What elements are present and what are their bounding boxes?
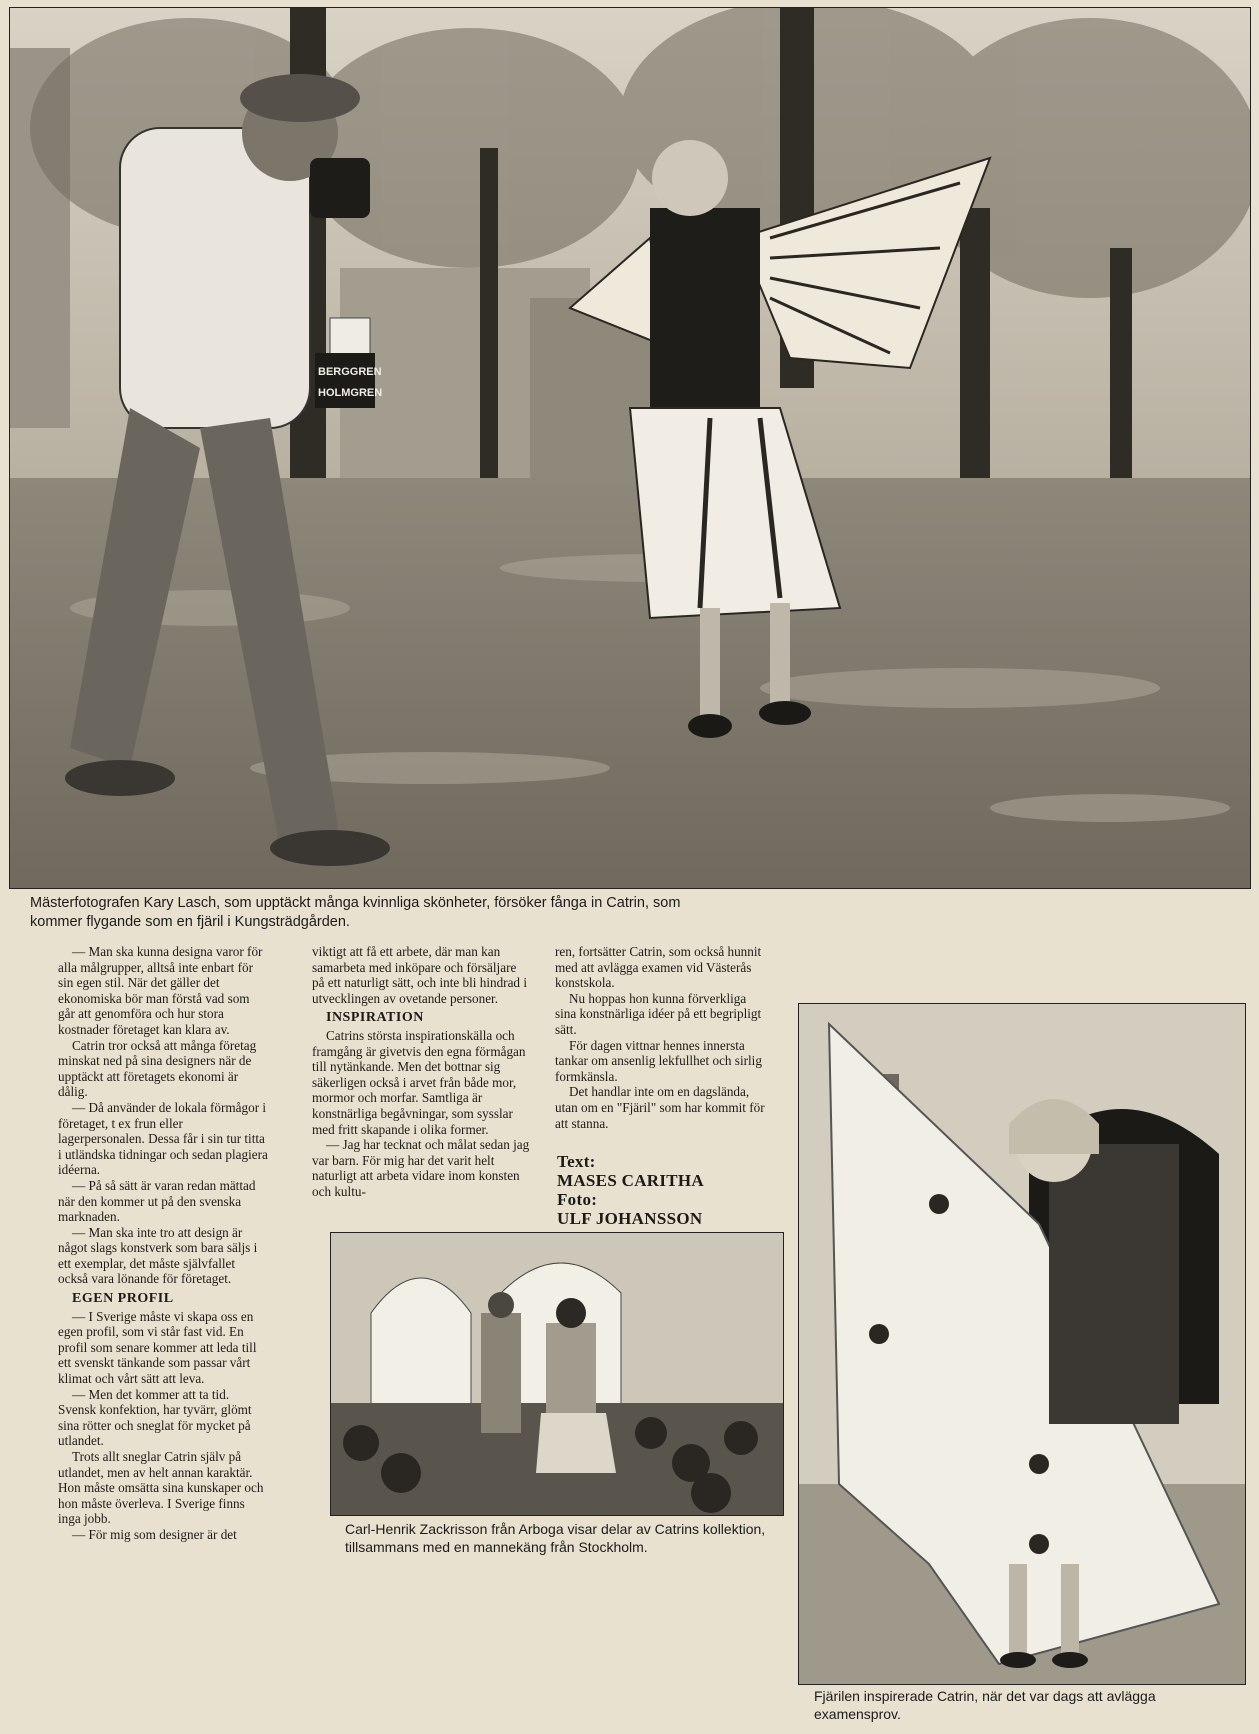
- paragraph: För dagen vittnar hennes innersta tankar om ansenlig lekfullhet och sirlig formkänsla.: [555, 1037, 762, 1084]
- middle-photo-caption: Carl-Henrik Zackrisson från Arboga visar delar av Catrins kollektion, tillsammans med en mannekäng från Stockholm.: [345, 1521, 766, 1555]
- paragraph: Det handlar inte om en dagslända, utan om en "Fjäril" som har kommit för att stanna.: [555, 1084, 765, 1131]
- paragraph: Nu hoppas hon kunna förverkliga sina konstnärliga idéer på ett begripligt sätt.: [555, 990, 762, 1037]
- article-column-1: [58, 944, 268, 1543]
- paragraph: — I Sverige måste vi skapa oss en egen profil, som vi står fast vid. En profil som senare kommer att leda till ett svenskt tänkande som passar vårt klimat och vårt sätt att leva.: [58, 1308, 257, 1387]
- byline-text-label: Text:: [557, 1152, 596, 1171]
- paragraph: viktigt att få ett arbete, där man kan samarbeta med inköpare och försäljare på ett naturligt sätt, och inte bli hindrad i utvecklingen av ovetande personer.: [312, 944, 527, 1006]
- paragraph: ren, fortsätter Catrin, som också hunnit med att avlägga examen vid Västerås konstskola.: [555, 944, 762, 991]
- paragraph: — Man ska inte tro att design är något slags konstverk som bara säljs i ett exemplar, det måste självfallet också vara lönande för företaget.: [58, 1224, 258, 1287]
- shop-sign-line1: BERGGREN: [318, 366, 382, 378]
- middle-photo: [330, 1232, 784, 1516]
- paragraph: Catrin tror också att många företag minskat ned på sina designers när de upptäckt att företagets ekonomi är dålig.: [58, 1037, 257, 1100]
- main-photo: [9, 7, 1251, 889]
- paragraph: — För mig som designer är det: [72, 1526, 237, 1542]
- paragraph: Trots allt sneglar Catrin själv på utlandet, men av helt annan karaktär. Hon måste omsätta sina kunskaper och hon måste överleva. I Sverige finns inga jobb.: [58, 1449, 264, 1527]
- byline-photo-label: Foto:: [557, 1190, 598, 1209]
- paragraph: — Då använder de lokala förmågor i företaget, t ex frun eller lagerpersonalen. Dessa får i sin tur titta i utländska tidningar och sedan plagiera idéerna.: [58, 1099, 268, 1178]
- paragraph: — Jag har tecknat och målat sedan jag var barn. För mig har det varit helt naturligt att arbeta vidare inom konsten och kultu-: [312, 1137, 530, 1199]
- paragraph: — Men det kommer att ta tid. Svensk konfektion, har tyvärr, glömt sina rötter och sneglat för mycket på utlandet.: [58, 1386, 252, 1449]
- right-photo-caption: Fjärilen inspirerade Catrin, när det var dags att avlägga examensprov.: [814, 1688, 1156, 1722]
- section-heading: INSPIRATION: [326, 1010, 424, 1026]
- main-photo-caption: Mästerfotografen Kary Lasch, som upptäckt många kvinnliga skönheter, försöker fånga in Catrin, som kommer flygande som en fjäril i Kungsträdgården.: [30, 895, 681, 930]
- paragraph: — På så sätt är varan redan mättad när den kommer ut på den svenska marknaden.: [58, 1177, 256, 1225]
- article-column-2: [312, 944, 532, 1200]
- shop-sign-line2: HOLMGREN: [318, 387, 383, 399]
- byline: [557, 1152, 704, 1228]
- paragraph: — Man ska kunna designa varor för alla målgrupper, alltså inte enbart för sin egen stil. När det gäller det ekonomiska bör man förstå vad som går att genomföra och hur stora kostnader företaget kan klara av.: [58, 944, 263, 1037]
- paragraph: Catrins största inspirationskälla och framgång är givetvis den egna förmågan till nytänkande. Men det bottnar sig säkerligen också i arvet från både mor, mormor och morfar. Samtliga är konstnärliga begåvningar, som sysslar med fritt skapande i olika former.: [312, 1027, 526, 1137]
- article-column-3: [555, 944, 765, 1131]
- right-photo: [798, 1003, 1246, 1685]
- byline-text-name: MASES CARITHA: [557, 1171, 705, 1190]
- byline-photo-name: ULF JOHANSSON: [557, 1209, 703, 1228]
- section-heading: EGEN PROFIL: [72, 1291, 174, 1307]
